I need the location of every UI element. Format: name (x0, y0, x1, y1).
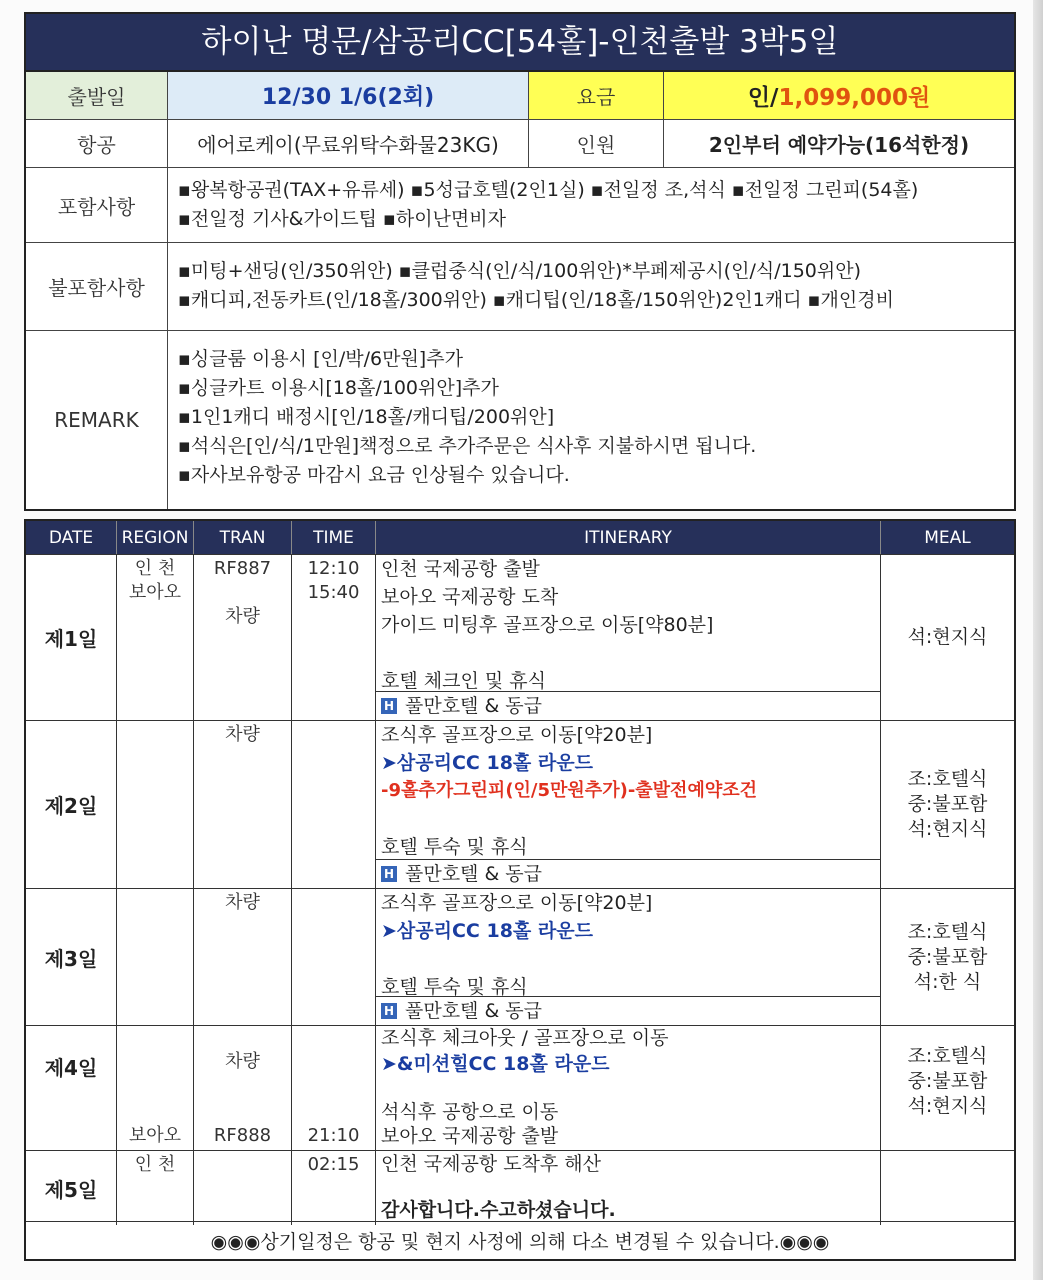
included-line: ▪전일정 기사&가이드팁 ▪하이난면비자 (178, 208, 506, 230)
fee-prefix: 인/ (747, 85, 779, 111)
hotel-name: 풀만호텔 & 동급 (405, 695, 543, 717)
itinerary-line (376, 639, 880, 667)
airline-label: 항공 (26, 120, 168, 167)
region-text: 인 천 (134, 1154, 176, 1175)
itinerary-cell (376, 721, 881, 888)
day-row-5 (26, 1150, 1014, 1225)
meal-cell (881, 889, 1014, 1025)
meal-text: 조:호텔식 (907, 920, 988, 943)
hotel-icon: H (381, 1003, 397, 1019)
itinerary-cell (376, 889, 881, 1025)
day-row-2 (26, 720, 1014, 888)
itinerary-line (376, 1177, 880, 1197)
itinerary-line (376, 805, 880, 833)
itinerary-notice: ◉◉◉상기일정은 항공 및 현지 사정에 의해 다소 변경될 수 있습니다.◉◉◉ (26, 1221, 1014, 1259)
fee-label: 요금 (529, 72, 664, 119)
day-row-1 (26, 554, 1014, 720)
remark-row (26, 331, 1014, 509)
tran-cell (194, 721, 292, 888)
region-cell (117, 1026, 194, 1150)
meal-cell (881, 1026, 1014, 1150)
meal-cell (881, 1151, 1014, 1225)
meal-text: 중:불포함 (907, 1070, 988, 1092)
itinerary-line: 보아오 국제공항 출발 (381, 1125, 559, 1147)
itinerary-line: 호텔 투숙 및 휴식 (381, 836, 528, 858)
day-label: 제4일 (26, 1026, 117, 1150)
itinerary-cell (376, 1151, 881, 1225)
excluded-text (168, 243, 1014, 330)
hotel-icon: H (381, 698, 397, 714)
remark-line: ▪1인1캐디 배정시[인/18홀/캐디팁/200위안] (178, 406, 555, 428)
region-text: 인 천 (134, 558, 176, 579)
tran-text: RF887 (213, 558, 272, 579)
tran-text (194, 581, 291, 605)
region-cell (117, 555, 194, 720)
day-row-3 (26, 888, 1014, 1025)
time-text: 12:10 (307, 558, 360, 579)
day-label: 제2일 (26, 721, 117, 888)
itinerary-line (376, 945, 880, 973)
hotel-line (376, 691, 880, 720)
time-text: 21:10 (307, 1125, 360, 1146)
tran-text: RF888 (213, 1125, 272, 1146)
tran-cell (194, 555, 292, 720)
itinerary-line: -9홀추가그린피(인/5만원추가)-출발전예약조건 (381, 780, 757, 801)
remark-line: ▪자사보유항공 마감시 요금 인상될수 있습니다. (178, 464, 570, 486)
region-cell (117, 1151, 194, 1225)
itinerary-cell (376, 1026, 881, 1150)
day-label: 제1일 (26, 555, 117, 720)
header-meal: MEAL (924, 527, 971, 548)
day-label: 제5일 (26, 1151, 117, 1225)
departure-value: 12/30 1/6(2회) (168, 72, 529, 119)
meal-text: 중:불포함 (907, 793, 988, 815)
right-edge-shadow (1033, 0, 1043, 1280)
meal-text: 석:현지식 (907, 818, 988, 840)
time-text: 15:40 (307, 582, 360, 603)
tran-text: 차량 (225, 1051, 260, 1072)
hotel-icon: H (381, 866, 397, 882)
included-text (168, 168, 1014, 242)
meal-cell (881, 555, 1014, 720)
meal-text: 조:호텔식 (907, 1045, 988, 1067)
time-cell (292, 555, 376, 720)
tran-text: 차량 (225, 724, 260, 745)
itinerary-cell (376, 555, 881, 720)
tour-info-table (24, 12, 1016, 511)
time-cell (292, 889, 376, 1025)
people-value: 2인부터 예약가능(16석한정) (708, 133, 970, 157)
time-cell (292, 1151, 376, 1225)
time-cell (292, 1026, 376, 1150)
meal-text: 석:현지식 (907, 626, 988, 648)
tran-text: 차량 (225, 606, 260, 627)
itinerary-line: ➤&미션힐CC 18홀 라운드 (381, 1053, 610, 1075)
time-text: 02:15 (307, 1154, 360, 1175)
remark-line: ▪싱글카트 이용시[18홀/100위안]추가 (178, 377, 499, 399)
departure-row (26, 72, 1014, 120)
remark-text (168, 331, 1014, 509)
region-text: 보아오 (128, 582, 182, 603)
itinerary-line: 호텔 투숙 및 휴식 (381, 976, 528, 998)
itinerary-line: ➤삼공리CC 18홀 라운드 (381, 752, 593, 774)
header-region: REGION (117, 521, 194, 554)
tran-text: 차량 (225, 892, 260, 913)
region-text: 보아오 (128, 1125, 182, 1146)
excluded-line: ▪캐디피,전동카트(인/18홀/300위안) ▪캐디팁(인/18홀/150위안)2인1캐디 ▪개인경비 (178, 289, 894, 311)
itinerary-header-row (26, 521, 1014, 554)
meal-text: 조:호텔식 (907, 768, 988, 790)
itinerary-line: 조식후 체크아웃 / 골프장으로 이동 (381, 1027, 669, 1049)
itinerary-line: 석식후 공항으로 이동 (381, 1101, 559, 1123)
meal-text: 석:현지식 (907, 1095, 988, 1117)
excluded-label: 불포함사항 (26, 243, 168, 330)
header-date: DATE (26, 521, 117, 554)
fee-value (664, 72, 1014, 119)
itinerary-line (376, 1078, 880, 1100)
header-time: TIME (292, 521, 376, 554)
remark-label: REMARK (26, 331, 168, 509)
meal-text: 석:한 식 (913, 970, 982, 993)
excluded-line: ▪미팅+샌딩(인/350위안) ▪클럽중식(인/식/100위안)*부페제공시(인/식/150위안) (178, 260, 861, 282)
itinerary-line: 조식후 골프장으로 이동[약20분] (381, 892, 653, 914)
tran-cell (194, 1026, 292, 1150)
meal-cell (881, 721, 1014, 888)
tour-title: 하이난 명문/삼공리CC[54홀]-인천출발 3박5일 (26, 14, 1014, 72)
itinerary-line: 보아오 국제공항 도착 (381, 586, 559, 608)
hotel-line (376, 996, 880, 1025)
day-row-4 (26, 1025, 1014, 1150)
itinerary-line: ➤삼공리CC 18홀 라운드 (381, 920, 593, 942)
itinerary-line: 감사합니다.수고하셨습니다. (381, 1199, 616, 1221)
itinerary-line: 인천 국제공항 출발 (381, 558, 540, 580)
hotel-name: 풀만호텔 & 동급 (405, 1000, 543, 1022)
itinerary-table (24, 519, 1016, 1261)
remark-line: ▪싱글룸 이용시 [인/박/6만원]추가 (178, 348, 463, 370)
hotel-name: 풀만호텔 & 동급 (405, 863, 543, 885)
day-label: 제3일 (26, 889, 117, 1025)
included-row (26, 168, 1014, 243)
region-cell (117, 721, 194, 888)
remark-line: ▪석식은[인/식/1만원]책정으로 추가주문은 식사후 지불하시면 됩니다. (178, 435, 757, 457)
time-cell (292, 721, 376, 888)
excluded-row (26, 243, 1014, 331)
itinerary-line: 가이드 미팅후 골프장으로 이동[약80분] (381, 614, 714, 636)
tran-cell (194, 1151, 292, 1225)
departure-label: 출발일 (26, 72, 168, 119)
airline-row (26, 120, 1014, 168)
airline-value: 에어로케이(무료위탁수화물23KG) (168, 120, 529, 167)
tran-cell (194, 889, 292, 1025)
hotel-line (376, 859, 880, 888)
itinerary-line: 인천 국제공항 도착후 해산 (381, 1153, 602, 1175)
region-cell (117, 889, 194, 1025)
itinerary-line: 조식후 골프장으로 이동[약20분] (381, 724, 653, 746)
included-line: ▪왕복항공권(TAX+유류세) ▪5성급호텔(2인1실) ▪전일정 조,석식 ▪전일정 그린피(54홀) (178, 179, 919, 201)
included-label: 포함사항 (26, 168, 168, 242)
fee-amount: 1,099,000원 (778, 85, 931, 111)
header-itinerary: ITINERARY (376, 521, 881, 554)
itinerary-line: 호텔 체크인 및 휴식 (381, 670, 546, 692)
header-tran: TRAN (194, 521, 292, 554)
people-label: 인원 (529, 120, 664, 167)
meal-text: 중:불포함 (907, 945, 988, 968)
